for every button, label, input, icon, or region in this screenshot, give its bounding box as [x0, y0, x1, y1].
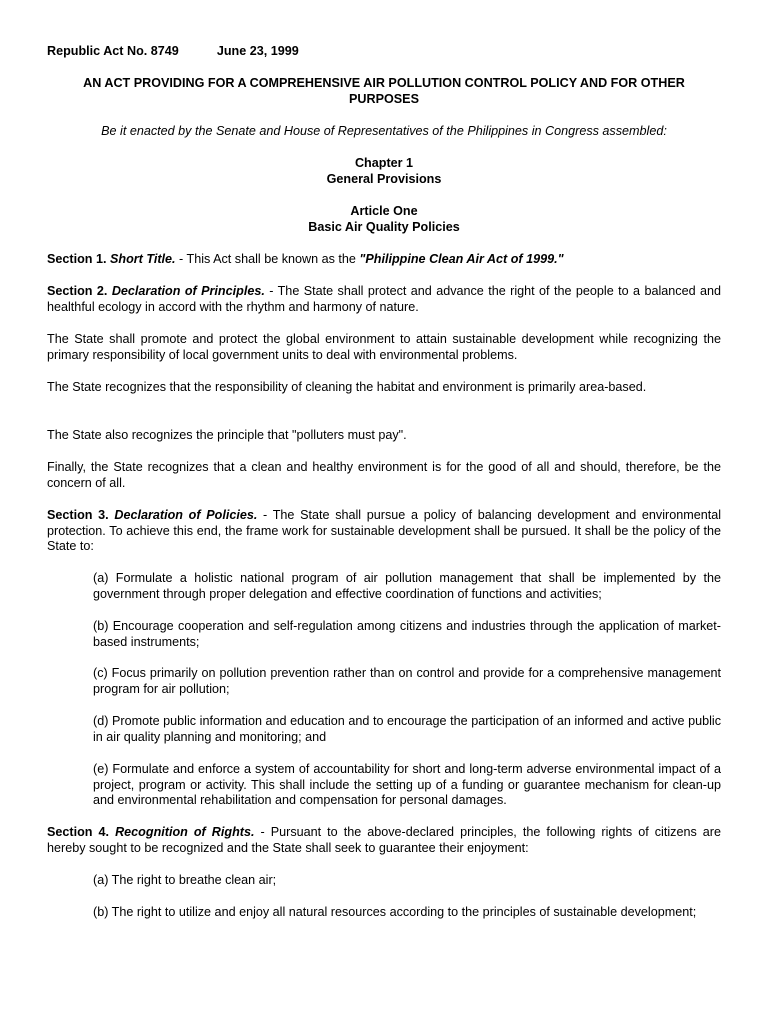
section-1-short-title: "Philippine Clean Air Act of 1999." — [359, 252, 564, 266]
act-header-line — [47, 44, 721, 60]
section-2-label: Section 2. — [47, 284, 108, 298]
section-4-item: (b) The right to utilize and enjoy all natural resources according to the principles of sustainable development; — [93, 905, 697, 919]
chapter-heading — [47, 156, 721, 187]
article-name: Basic Air Quality Policies — [308, 219, 460, 234]
section-2-paragraph: The State shall promote and protect the global environment to attain sustainable development while recognizing the primary responsibility of local government units to deal with environmental problems. — [47, 332, 721, 362]
section-1 — [47, 252, 721, 268]
article-heading — [47, 204, 721, 235]
section-3-item: (a) Formulate a holistic national program of air pollution management that shall be implemented by the government through proper delegation and effective coordination of functions and activities; — [93, 571, 721, 601]
section-3-title: Declaration of Policies. — [114, 508, 258, 522]
section-3-item: (d) Promote public information and education and to encourage the participation of an informed and active public in air quality planning and monitoring; and — [93, 714, 721, 744]
section-3-label: Section 3. — [47, 508, 109, 522]
section-2-paragraph: Finally, the State recognizes that a clean and healthy environment is for the good of all and should, therefore, be the concern of all. — [47, 460, 721, 490]
section-2-text: - The State shall protect and advance the right of the people to a balanced and healthful ecology in accord with the rhythm and harmony of nature. — [47, 284, 721, 314]
act-number: Republic Act No. 8749 — [47, 44, 179, 58]
section-4-text: - Pursuant to the above-declared principles, the following rights of citizens are hereby sought to be recognized and the State shall seek to guarantee their enjoyment: — [47, 825, 721, 855]
section-3-item: (b) Encourage cooperation and self-regulation among citizens and industries through the application of market-based instruments; — [93, 619, 721, 649]
section-4 — [47, 825, 721, 856]
section-3-item: (c) Focus primarily on pollution prevention rather than on control and provide for a comprehensive management program for air pollution; — [93, 666, 721, 696]
act-title: AN ACT PROVIDING FOR A COMPREHENSIVE AIR POLLUTION CONTROL POLICY AND FOR OTHER PURPOSES — [83, 76, 685, 106]
section-3-text: - The State shall pursue a policy of balancing development and environmental protection. To achieve this end, the frame work for sustainable development shall be pursued. It shall be the policy of the State to: — [47, 508, 721, 553]
section-3-item: (e) Formulate and enforce a system of accountability for short and long-term adverse environmental impact of a project, program or activity. This shall include the setting up of a funding or guarantee mechanism for clean-up and environmental rehabilitation and compensation for personal damages. — [93, 762, 721, 807]
section-1-title: Short Title. — [110, 252, 176, 266]
enacting-clause: Be it enacted by the Senate and House of Representatives of the Philippines in Congress assembled: — [101, 124, 667, 138]
article-number: Article One — [350, 204, 418, 218]
section-2-title: Declaration of Principles. — [111, 284, 265, 298]
section-1-text: - This Act shall be known as the — [175, 252, 360, 266]
act-date: June 23, 1999 — [216, 44, 299, 58]
section-2-paragraph: The State also recognizes the principle that "polluters must pay". — [47, 428, 407, 442]
section-2 — [47, 284, 721, 315]
chapter-name: General Provisions — [326, 171, 442, 186]
section-4-item: (a) The right to breathe clean air; — [93, 873, 277, 887]
section-2-paragraph: The State recognizes that the responsibility of cleaning the habitat and environment is primarily area-based. — [47, 380, 647, 394]
section-4-label: Section 4. — [47, 825, 110, 839]
section-4-title: Recognition of Rights. — [115, 825, 255, 839]
section-1-label: Section 1. — [47, 252, 107, 266]
section-3 — [47, 508, 721, 555]
chapter-number: Chapter 1 — [354, 156, 414, 170]
